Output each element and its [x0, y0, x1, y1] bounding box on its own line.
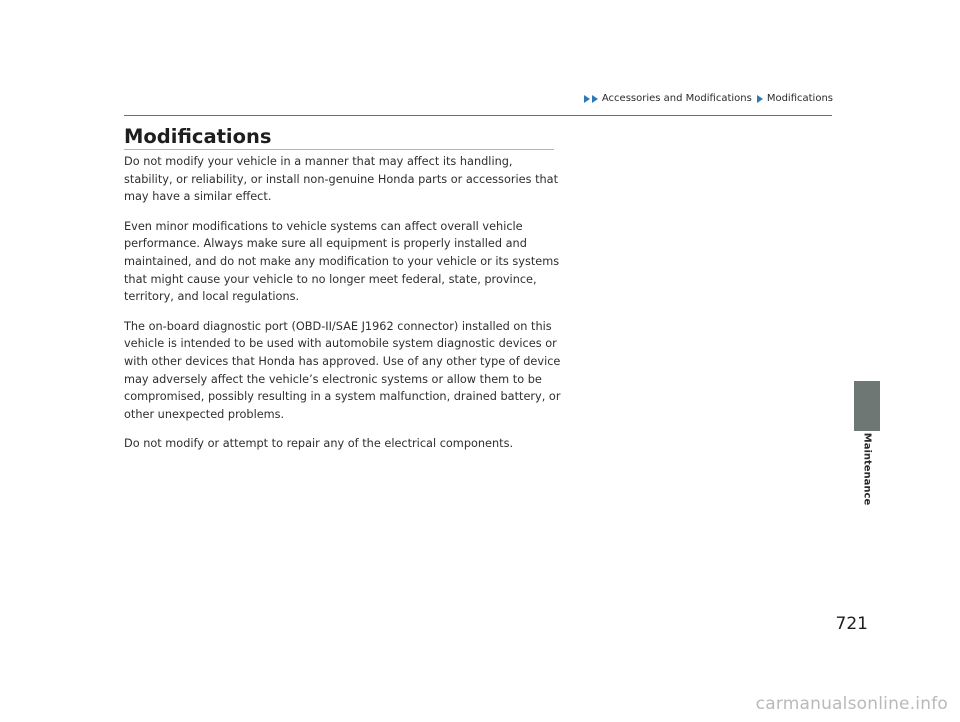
- watermark: carmanualsonline.info: [755, 694, 948, 714]
- body-content: [124, 153, 564, 465]
- paragraph: The on-board diagnostic port (OBD-II/SAE J1962 connector) installed on this vehicle is intended to be used with automobile system diagnostic devices or with other devices that Honda has approved. Use of any other type of device may adversely affect the vehicle’s electronic systems or allow them to be compromised, possibly resulting in a system malfunction, drained battery, or other unexpected problems.: [124, 319, 561, 421]
- breadcrumb-arrow-icon: [592, 95, 598, 103]
- title-underline: [124, 149, 554, 150]
- paragraph: Do not modify or attempt to repair any of the electrical components.: [124, 437, 514, 451]
- paragraph: Even minor modifications to vehicle systems can affect overall vehicle performance. Always make sure all equipment is properly installed and maintained, and do not make any modification to your vehicle or its systems that might cause your vehicle to no longer meet federal, state, province, territory, and local regulations.: [124, 219, 560, 304]
- breadcrumb: [584, 93, 833, 104]
- page-title: Modifications: [124, 125, 272, 148]
- header-divider: [124, 115, 832, 116]
- paragraph: Do not modify your vehicle in a manner that may affect its handling, stability, or reliability, or install non-genuine Honda parts or accessories that may have a similar effect.: [124, 155, 559, 204]
- section-tab-label: Maintenance: [861, 432, 873, 506]
- page-number: 721: [835, 614, 868, 634]
- breadcrumb-item-section[interactable]: Accessories and Modifications: [601, 93, 752, 104]
- breadcrumb-item-current[interactable]: Modifications: [766, 93, 833, 104]
- breadcrumb-arrow-icon: [584, 95, 590, 103]
- breadcrumb-arrow-icon: [757, 95, 763, 103]
- section-tab-marker[interactable]: [854, 381, 880, 431]
